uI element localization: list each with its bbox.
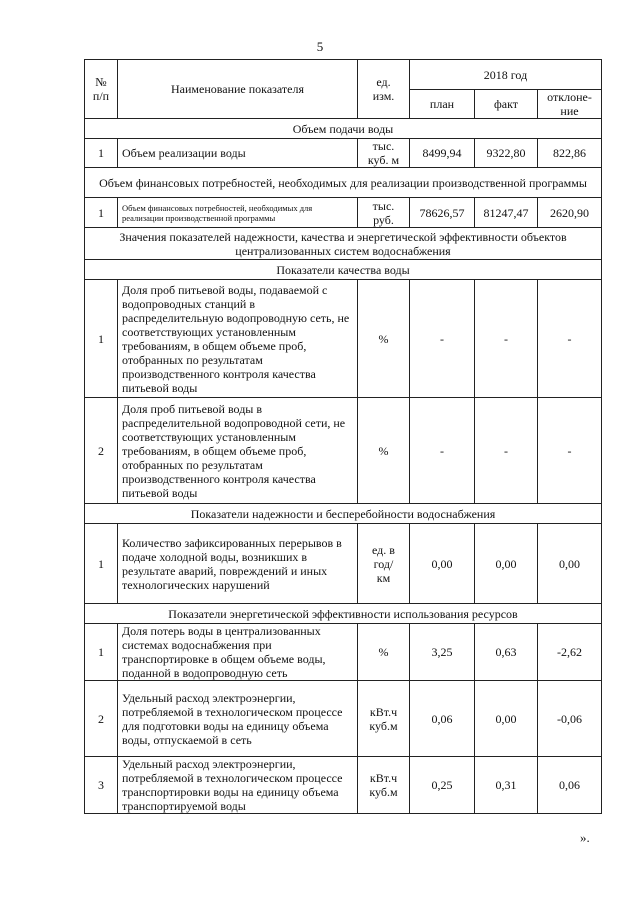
row-number: 2 — [85, 398, 118, 504]
unit-of-measure: % — [358, 398, 410, 504]
plan-value: 78626,57 — [410, 198, 475, 228]
indicator-name: Объем реализации воды — [118, 139, 358, 168]
deviation-value: - — [538, 398, 602, 504]
row-number: 2 — [85, 681, 118, 757]
deviation-value: 822,86 — [538, 139, 602, 168]
header-row-top — [85, 60, 602, 90]
table-row — [85, 681, 602, 757]
section-row — [85, 604, 602, 624]
table-row — [85, 198, 602, 228]
table-row — [85, 624, 602, 681]
unit-of-measure: ед. в год/ км — [358, 524, 410, 604]
unit-of-measure: % — [358, 624, 410, 681]
closing-quote: ». — [580, 830, 590, 845]
unit-of-measure: кВт.ч куб.м — [358, 757, 410, 814]
unit-of-measure: кВт.ч куб.м — [358, 681, 410, 757]
deviation-value: 2620,90 — [538, 198, 602, 228]
plan-value: 0,25 — [410, 757, 475, 814]
deviation-value: - — [538, 280, 602, 398]
deviation-value: 0,00 — [538, 524, 602, 604]
row-number: 1 — [85, 624, 118, 681]
plan-value: 3,25 — [410, 624, 475, 681]
table-row — [85, 139, 602, 168]
table-row — [85, 280, 602, 398]
indicator-name: Доля проб питьевой воды, подаваемой с водопроводных станций в распределительную водопроводную сеть, не соответствующих установленным требованиям, в общем объеме проб, отобранных по результатам производственного контроля качества питьевой воды — [118, 280, 358, 398]
header-unit: ед. изм. — [358, 60, 410, 119]
fact-value: 81247,47 — [475, 198, 538, 228]
table-row — [85, 757, 602, 814]
indicator-name: Удельный расход электроэнергии, потребляемой в технологическом процессе для подготовки воды на единицу объема воды, отпускаемой в сеть — [118, 681, 358, 757]
plan-value: - — [410, 280, 475, 398]
table-row — [85, 398, 602, 504]
header-fact: факт — [475, 90, 538, 119]
fact-value: - — [475, 398, 538, 504]
indicator-name: Количество зафиксированных перерывов в подаче холодной воды, возникших в результате аварий, повреждений и иных технологических нарушений — [118, 524, 358, 604]
indicator-name: Доля проб питьевой воды в распределительной водопроводной сети, не соответствующих установленным требованиям, в общем объеме проб, отобранных по результатам производственного контроля качества питьевой воды — [118, 398, 358, 504]
row-number: 3 — [85, 757, 118, 814]
table-row — [85, 524, 602, 604]
section-row — [85, 119, 602, 139]
indicator-name: Объем финансовых потребностей, необходимых для реализации производственной программы — [118, 198, 358, 228]
plan-value: 0,06 — [410, 681, 475, 757]
section-row — [85, 260, 602, 280]
fact-value: 0,00 — [475, 681, 538, 757]
fact-value: 0,63 — [475, 624, 538, 681]
unit-of-measure: % — [358, 280, 410, 398]
fact-value: 0,00 — [475, 524, 538, 604]
row-number: 1 — [85, 280, 118, 398]
section-title: Показатели надежности и бесперебойности водоснабжения — [85, 504, 602, 524]
indicator-name: Удельный расход электроэнергии, потребляемой в технологическом процессе транспортировки воды на единицу объема транспортируемой воды — [118, 757, 358, 814]
section-title: Объем финансовых потребностей, необходимых для реализации производственной программы — [85, 168, 602, 198]
header-plan: план — [410, 90, 475, 119]
unit-of-measure: тыс. руб. — [358, 198, 410, 228]
section-row — [85, 504, 602, 524]
fact-value: 9322,80 — [475, 139, 538, 168]
row-number: 1 — [85, 524, 118, 604]
plan-value: - — [410, 398, 475, 504]
header-num: № п/п — [85, 60, 118, 119]
section-title: Объем подачи воды — [85, 119, 602, 139]
plan-value: 8499,94 — [410, 139, 475, 168]
fact-value: 0,31 — [475, 757, 538, 814]
plan-value: 0,00 — [410, 524, 475, 604]
header-deviation: отклоне- ние — [538, 90, 602, 119]
section-title: Показатели энергетической эффективности использования ресурсов — [85, 604, 602, 624]
row-number: 1 — [85, 198, 118, 228]
fact-value: - — [475, 280, 538, 398]
deviation-value: -2,62 — [538, 624, 602, 681]
page-number: 5 — [316, 39, 324, 54]
header-name: Наименование показателя — [118, 60, 358, 119]
deviation-value: -0,06 — [538, 681, 602, 757]
row-number: 1 — [85, 139, 118, 168]
section-title: Показатели качества воды — [85, 260, 602, 280]
indicator-name: Доля потерь воды в централизованных системах водоснабжения при транспортировке в общем объеме воды, поданной в водопроводную сеть — [118, 624, 358, 681]
section-row — [85, 168, 602, 198]
header-year: 2018 год — [410, 60, 602, 90]
section-title: Значения показателей надежности, качества и энергетической эффективности объектов централизованных систем водоснабжения — [85, 228, 602, 260]
unit-of-measure: тыс. куб. м — [358, 139, 410, 168]
deviation-value: 0,06 — [538, 757, 602, 814]
section-row — [85, 228, 602, 260]
indicators-table — [84, 59, 602, 814]
